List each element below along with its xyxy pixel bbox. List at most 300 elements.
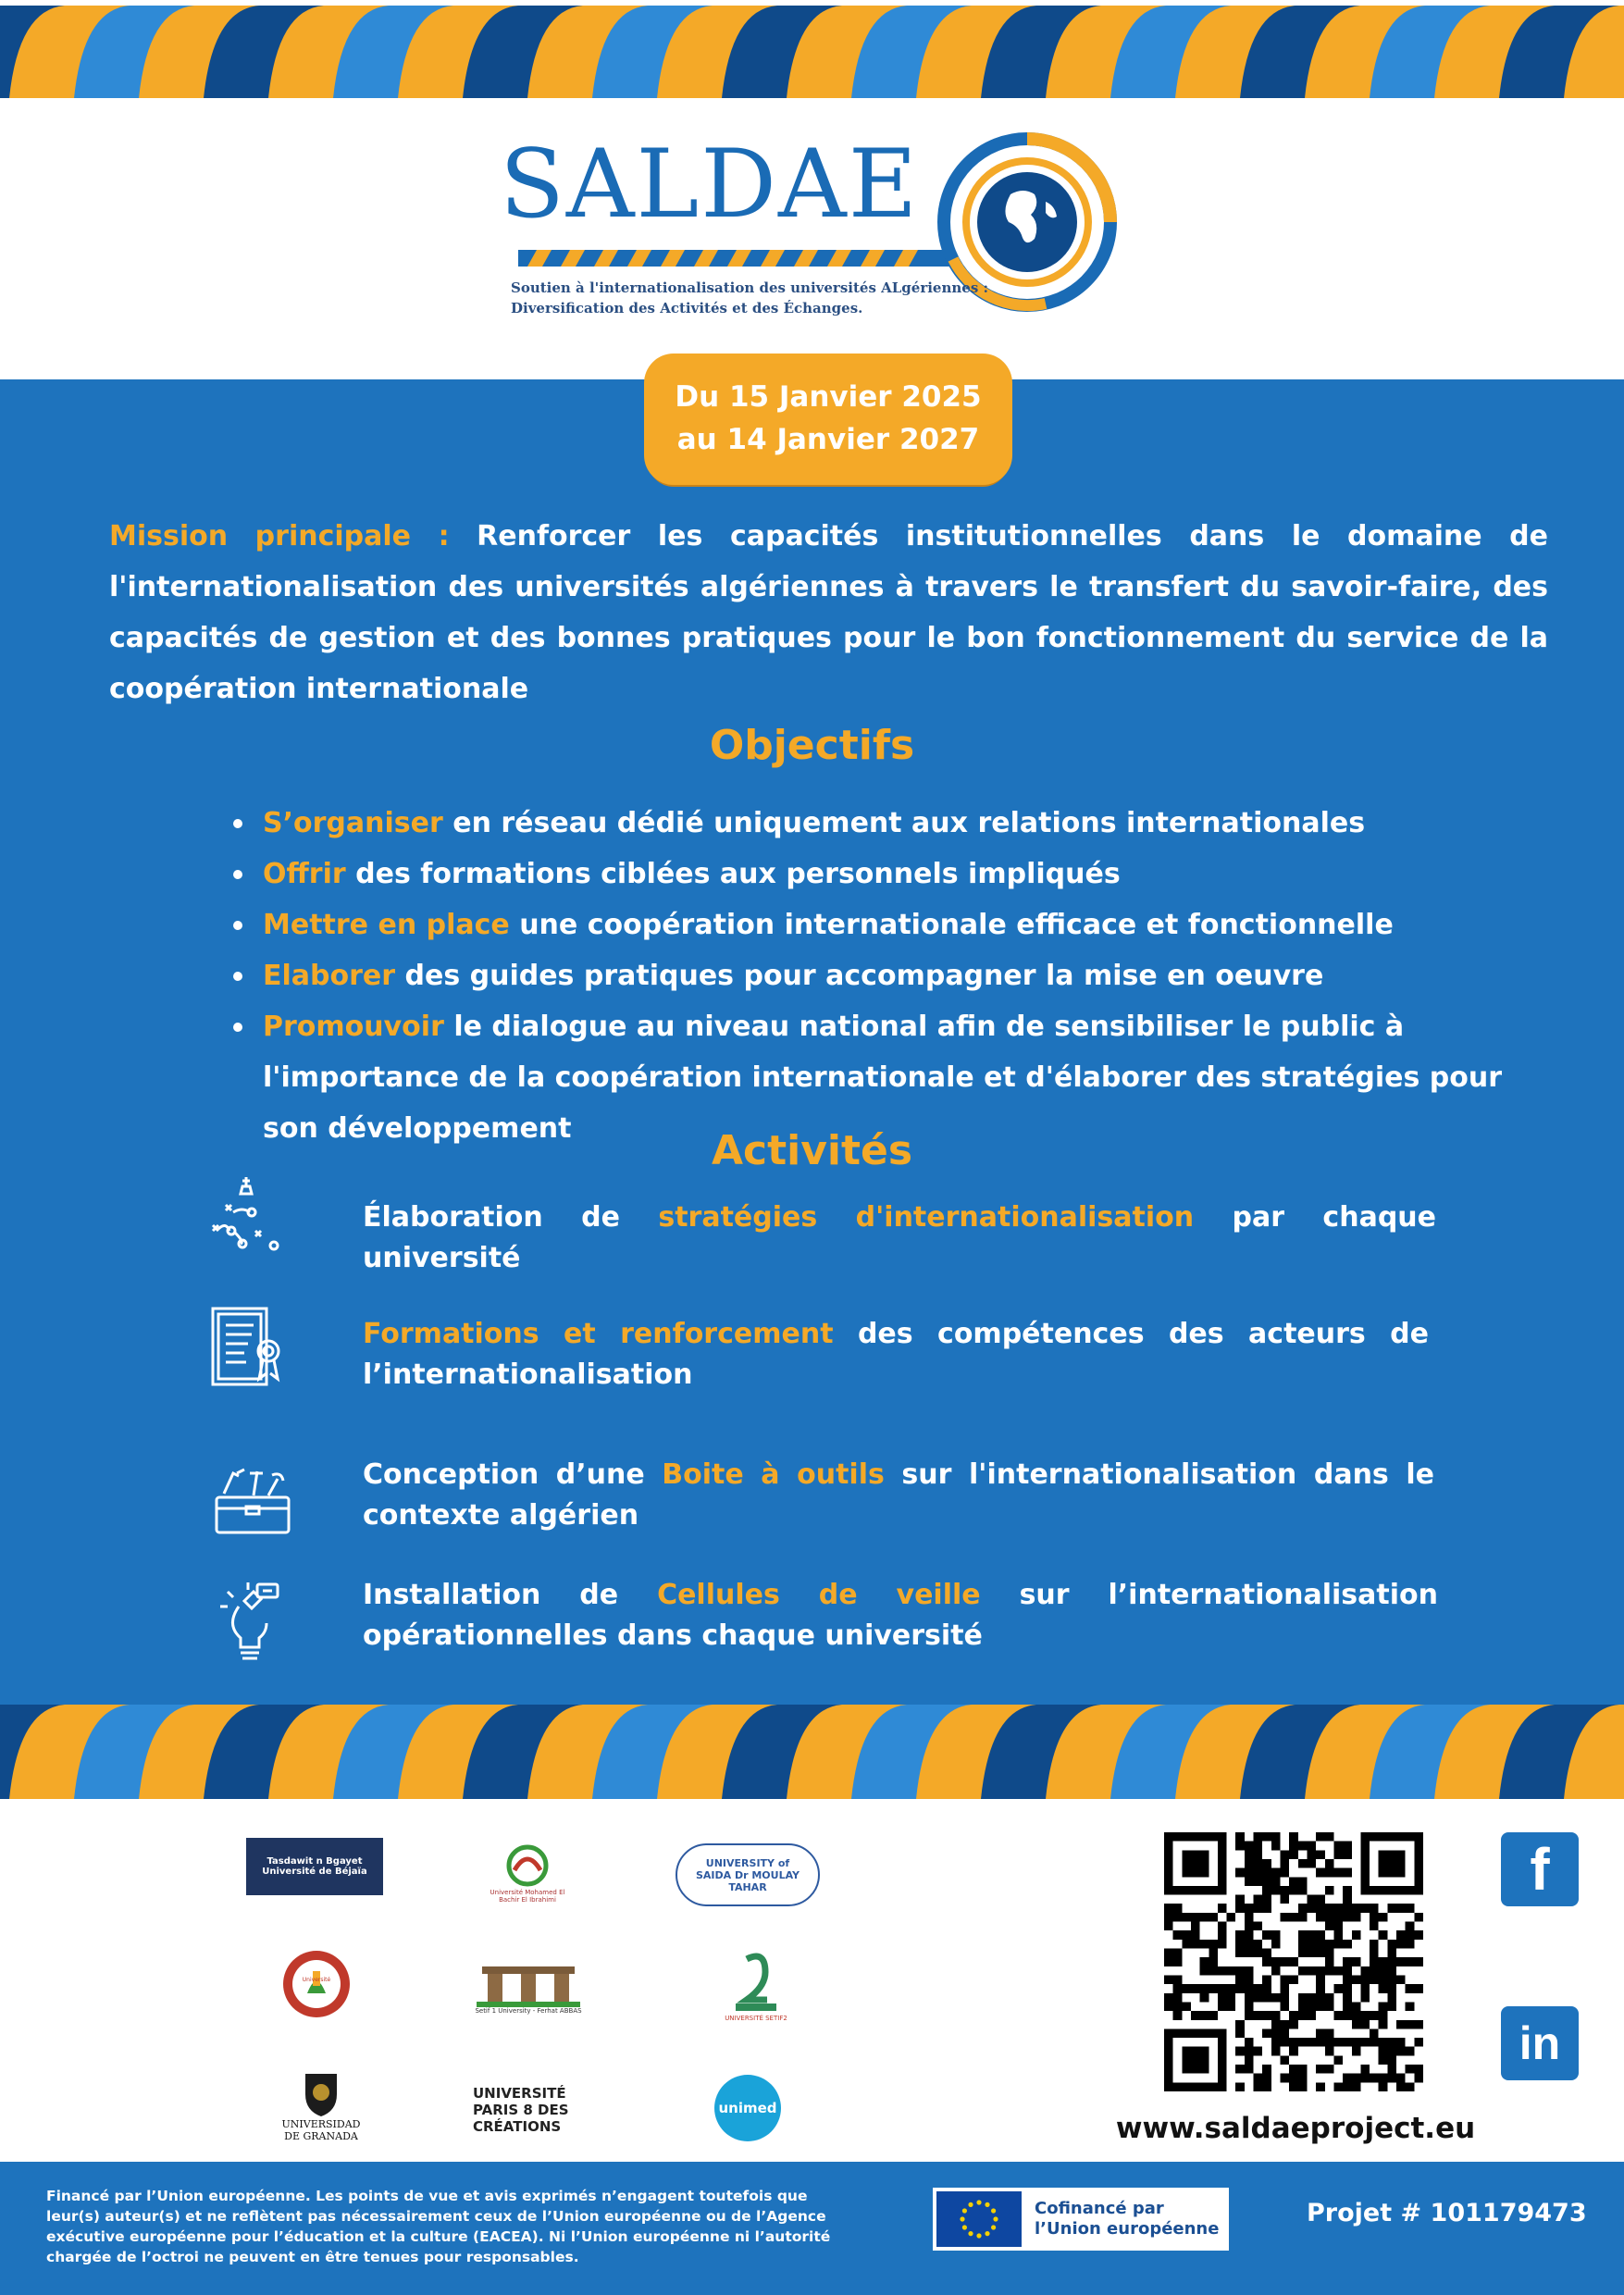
qr-module [1281,1868,1290,1878]
strategy-icon [205,1175,289,1259]
qr-module [1173,1975,1183,1984]
qr-module [1289,1913,1298,1922]
qr-module [1406,1940,1415,1949]
facebook-icon[interactable]: f [1501,1832,1579,1906]
qr-module [1414,1957,1423,1966]
qr-module [1298,1842,1308,1851]
qr-module [1289,2065,1298,2074]
qr-module [1200,1993,1209,2003]
qr-module [1370,1966,1379,1976]
qr-module [1333,1850,1343,1859]
partner-logo-saida[interactable] [676,1843,820,1906]
qr-module [1307,1904,1316,1913]
qr-module [1245,2065,1254,2074]
qr-module [1406,1957,1415,1966]
qr-module [1262,1984,1271,1993]
objective-key: Mettre en place [263,909,510,941]
qr-module [1396,2038,1406,2047]
qr-module [1333,1966,1343,1976]
qr-module [1387,2065,1396,2074]
qr-module [1298,1949,1308,1958]
qr-module [1271,1966,1281,1976]
qr-module [1325,1922,1334,1931]
qr-module [1316,1975,1325,1984]
qr-code[interactable] [1164,1832,1423,2091]
qr-module [1245,2055,1254,2065]
qr-module [1406,2047,1415,2056]
qr-module [1173,1949,1183,1958]
qr-module [1209,1913,1218,1922]
qr-module [1414,1930,1423,1940]
qr-module [1360,1966,1370,1976]
qr-module [1298,1993,1308,2003]
partner-name: UNIVERSITY of SAIDA Dr MOULAY TAHAR [695,1856,800,1893]
qr-module [1307,2002,1316,2011]
qr-module [1254,1850,1263,1859]
partner-logo-university[interactable] [278,1947,355,2021]
qr-module [1281,2074,1290,2083]
arch-monument-icon [473,1957,584,2007]
partner-name: Université [302,1977,331,1983]
qr-module [1370,1957,1379,1966]
qr-module [1325,1940,1334,1949]
partner-name: Université Mohamed El Bachir El Ibrahimi [490,1889,565,1904]
qr-module [1360,2065,1370,2074]
qr-module [1370,2011,1379,2020]
objective-item [231,950,1555,1001]
qr-module [1245,1984,1254,1993]
qr-module [1245,1850,1254,1859]
qr-module [1387,2002,1396,2011]
qr-module [1245,1904,1254,1913]
qr-module [1298,2065,1308,2074]
qr-module [1235,1940,1245,1949]
qr-module [1406,2082,1415,2091]
qr-module [1235,2028,1245,2038]
qr-module [1164,1913,1173,1922]
qr-module [1316,1850,1325,1859]
partner-name: UNIVERSITÉ SETIF2 [725,2015,787,2022]
activity-after: sur l'internationalisation dans le contexte algérien [363,1458,1434,1532]
qr-module [1325,1832,1334,1842]
qr-module [1396,1957,1406,1966]
qr-module [1379,2055,1388,2065]
qr-module [1316,1895,1325,1904]
activity-highlight: stratégies d'internationalisation [658,1201,1195,1234]
qr-module [1414,2038,1423,2047]
qr-module [1316,1904,1325,1913]
objective-key: Promouvoir [263,1011,444,1043]
qr-module [1333,2011,1343,2020]
qr-module [1281,1984,1290,1993]
qr-module [1325,2065,1334,2074]
eu-flag-icon [936,2191,1022,2247]
logo-subtitle-line2: Diversification des Activités et des Échanges. [511,300,863,316]
qr-module [1396,1930,1406,1940]
qr-module [1379,1975,1388,1984]
partner-logo-unimed[interactable] [714,2075,781,2141]
qr-module [1218,1930,1227,1940]
qr-module [1333,1984,1343,1993]
date-end: au 14 Janvier 2027 [676,423,980,456]
logo-rope-bar [518,242,953,270]
qr-module [1191,2011,1200,2020]
partner-logo-setif2[interactable] [714,1943,798,2028]
qr-module [1360,2020,1370,2029]
qr-module [1173,1993,1183,2003]
qr-module [1343,1940,1352,1949]
qr-module [1200,1957,1209,1966]
activity-before: Conception d’une [363,1458,645,1491]
qr-module [1289,2074,1298,2083]
qr-module [1352,1904,1361,1913]
partner-emblem-icon [502,1842,553,1889]
saldae-logo [500,130,1129,352]
qr-module [1271,1868,1281,1878]
qr-module [1414,1984,1423,1993]
qr-module [1254,1832,1263,1842]
qr-module [1325,1993,1334,2003]
qr-module [1370,1913,1379,1922]
qr-module [1173,1904,1183,1913]
qr-module [1254,2074,1263,2083]
qr-module [1262,1859,1271,1868]
qr-module [1182,1984,1191,1993]
qr-module [1343,2011,1352,2020]
qr-module [1245,1913,1254,1922]
activity-before: Installation de [363,1579,619,1611]
qr-module [1254,1940,1263,1949]
qr-module [1245,1842,1254,1851]
qr-module [1281,1895,1290,1904]
qr-module [1271,1877,1281,1886]
qr-module [1370,2038,1379,2047]
qr-module [1316,1949,1325,1958]
qr-module [1316,1984,1325,1993]
qr-module [1387,1940,1396,1949]
qr-module [1370,1904,1379,1913]
qr-module [1173,1913,1183,1922]
qr-module [1281,1859,1290,1868]
qr-module [1406,1984,1415,1993]
qr-module [1254,1895,1263,1904]
qr-module [1325,1913,1334,1922]
mission-statement [109,511,1548,714]
qr-module [1298,1940,1308,1949]
qr-module [1281,1886,1290,1895]
activity-item [363,1314,1429,1396]
qr-module [1200,2011,1209,2020]
qr-module [1298,1859,1308,1868]
qr-module [1271,2028,1281,2038]
qr-module [1379,2082,1388,2091]
qr-module [1379,2038,1388,2047]
footer [0,2162,1624,2295]
objective-text: en réseau dédié uniquement aux relations internationales [452,807,1366,839]
website-link[interactable]: www.saldaeproject.eu [1115,2112,1476,2145]
qr-module [1307,1842,1316,1851]
objective-text: des formations ciblées aux personnels impliqués [355,858,1121,890]
qr-module [1281,1993,1290,2003]
qr-module [1200,1966,1209,1976]
logo-wordmark: SALDAE [500,130,920,240]
qr-module [1352,2074,1361,2083]
qr-module [1209,1940,1218,1949]
qr-module [1333,2038,1343,2047]
qr-module [1379,1913,1388,1922]
activity-highlight: Cellules de veille [657,1579,981,1611]
qr-module [1218,1984,1227,1993]
qr-module [1262,1975,1271,1984]
partner-name: UNIVERSIDAD DE GRANADA [281,2118,361,2142]
partner-name: UNIVERSITÉ PARIS 8 DES CRÉATIONS [473,2085,569,2135]
qr-module [1343,1984,1352,1993]
qr-module [1325,1904,1334,1913]
qr-module [1281,2038,1290,2047]
qr-module [1352,2011,1361,2020]
objective-key: Offrir [263,858,346,890]
qr-module [1370,1975,1379,1984]
qr-module [1245,1868,1254,1878]
qr-module [1281,2020,1290,2029]
qr-module [1173,2011,1183,2020]
qr-module [1254,1877,1263,1886]
qr-module [1235,2065,1245,2074]
qr-module [1289,1975,1298,1984]
eu-badge-line2: l’Union européenne [1035,2219,1220,2239]
qr-module [1164,1922,1173,1931]
qr-module [1343,2074,1352,2083]
qr-module [1245,1940,1254,1949]
qr-module [1343,2002,1352,2011]
qr-module [1191,1984,1200,1993]
qr-module [1235,1842,1245,1851]
qr-module [1406,2020,1415,2029]
qr-module [1387,1975,1396,1984]
qr-module [1333,1868,1343,1878]
qr-module [1387,2055,1396,2065]
project-number: Projet # 101179473 [1307,2199,1587,2227]
qr-module [1396,2020,1406,2029]
qr-module [1298,2011,1308,2020]
qr-module [1262,2082,1271,2091]
qr-module [1396,1940,1406,1949]
qr-module [1227,1984,1236,1993]
qr-module [1262,1895,1271,1904]
qr-module [1254,1984,1263,1993]
setif2-emblem-icon [728,1950,784,2015]
qr-module [1235,1868,1245,1878]
qr-module [1173,2002,1183,2011]
qr-module [1316,1913,1325,1922]
qr-module [1245,2038,1254,2047]
qr-module [1289,2011,1298,2020]
qr-module [1325,1949,1334,1958]
qr-module [1325,2002,1334,2011]
qr-module [1173,1957,1183,1966]
qr-module [1343,2082,1352,2091]
qr-module [1281,1913,1290,1922]
qr-module [1262,2011,1271,2020]
qr-module [1307,1966,1316,1976]
qr-module [1325,1886,1334,1895]
qr-module [1360,1984,1370,1993]
qr-module [1281,1850,1290,1859]
qr-module [1333,2055,1343,2065]
qr-module [1235,1984,1245,1993]
qr-module [1254,1904,1263,1913]
qr-module [1316,1868,1325,1878]
qr-module [1235,1949,1245,1958]
qr-module [1182,1940,1191,1949]
objective-key: S’organiser [263,807,443,839]
qr-module [1254,2011,1263,2020]
qr-module [1235,2020,1245,2029]
rope-border-top [0,0,1624,109]
qr-module [1191,1940,1200,1949]
qr-module [1352,1975,1361,1984]
qr-module [1281,1975,1290,1984]
qr-module [1182,1930,1191,1940]
qr-module [1316,2002,1325,2011]
qr-module [1325,2047,1334,2056]
qr-module [1191,1922,1200,1931]
qr-module [1271,1993,1281,2003]
qr-module [1343,2038,1352,2047]
qr-module [1262,1957,1271,1966]
qr-module [1352,2020,1361,2029]
qr-module [1262,2074,1271,2083]
qr-module [1164,1949,1173,1958]
qr-module [1307,1949,1316,1958]
qr-module [1271,2038,1281,2047]
qr-module [1406,1922,1415,1931]
qr-module [1352,1930,1361,1940]
qr-module [1281,2028,1290,2038]
qr-module [1209,1957,1218,1966]
qr-module [1333,2082,1343,2091]
date-start: Du 15 Janvier 2025 [675,380,982,414]
qr-module [1218,1922,1227,1931]
partner-logo-granada[interactable] [261,2062,381,2149]
qr-module [1343,1895,1352,1904]
qr-module [1218,1940,1227,1949]
qr-module [1271,1842,1281,1851]
activity-highlight: Formations et renforcement [363,1318,834,1350]
partner-logo-bejaia[interactable] [246,1838,383,1895]
qr-module [1200,1940,1209,1949]
qr-module [1298,1913,1308,1922]
partner-logo-paris8[interactable] [459,2073,598,2147]
qr-module [1316,2082,1325,2091]
qr-module [1343,1913,1352,1922]
qr-module [1289,1832,1298,1842]
qr-module [1235,1975,1245,1984]
qr-module [1298,2082,1308,2091]
qr-module [1298,1966,1308,1976]
qr-module [1387,1993,1396,2003]
qr-module [1254,1868,1263,1878]
qr-module [1387,1984,1396,1993]
qr-module [1379,2002,1388,2011]
qr-module [1379,2011,1388,2020]
qr-module [1343,1886,1352,1895]
qr-module [1343,1993,1352,2003]
qr-module [1235,1966,1245,1976]
qr-module [1218,2002,1227,2011]
qr-module [1343,1957,1352,1966]
qr-module [1281,2002,1290,2011]
qr-module [1262,1993,1271,2003]
qr-module [1396,1904,1406,1913]
qr-module [1325,2038,1334,2047]
qr-module [1262,1930,1271,1940]
qr-module [1360,1993,1370,2003]
qr-module [1343,1904,1352,1913]
qr-module [1379,2020,1388,2029]
qr-module [1307,1895,1316,1904]
granada-crest-icon [298,2068,344,2118]
qr-module [1370,1940,1379,1949]
qr-module [1298,1886,1308,1895]
qr-module [1262,1832,1271,1842]
partner-logo-bba[interactable] [481,1836,574,1910]
objective-item [231,798,1555,849]
qr-module [1387,1904,1396,1913]
qr-module [1343,1868,1352,1878]
qr-module [1227,2002,1236,2011]
qr-module [1218,1904,1227,1913]
qr-module [1245,1949,1254,1958]
qr-module [1379,1984,1388,1993]
rope-border-bottom [0,1699,1624,1808]
qr-module [1173,1984,1183,1993]
qr-module [1360,2038,1370,2047]
qr-module [1325,1957,1334,1966]
qr-module [1271,2020,1281,2029]
qr-module [1352,2038,1361,2047]
qr-module [1370,2074,1379,2083]
qr-module [1343,1842,1352,1851]
qr-module [1396,2074,1406,2083]
qr-module [1164,1993,1173,2003]
linkedin-icon[interactable]: in [1501,2006,1579,2080]
activity-after: sur l’internationalisation opérationnelles dans chaque université [363,1579,1438,1652]
activity-after: par chaque université [363,1201,1436,1274]
qr-module [1289,2047,1298,2056]
qr-module [1387,1966,1396,1976]
qr-module [1245,1922,1254,1931]
qr-module [1307,1859,1316,1868]
qr-finder [1379,1850,1406,1877]
objective-text: le dialogue au niveau national afin de sensibiliser le public à l'importance de la coopération internationale et d'élaborer des stratégies pour son développement [263,1011,1502,1145]
qr-module [1333,1904,1343,1913]
qr-module [1333,1922,1343,1931]
qr-module [1218,1966,1227,1976]
qr-module [1271,1957,1281,1966]
qr-finder [1182,2047,1209,2074]
qr-module [1298,2002,1308,2011]
qr-module [1370,1922,1379,1931]
qr-module [1245,1859,1254,1868]
partner-logo-setif1[interactable] [468,1951,589,2021]
qr-module [1298,2074,1308,2083]
activity-before: Élaboration de [363,1201,620,1234]
toolbox-icon [211,1460,294,1544]
qr-module [1298,1904,1308,1913]
partner-name: Setif 1 University - Ferhat ABBAS [475,2007,582,2015]
qr-module [1289,1886,1298,1895]
